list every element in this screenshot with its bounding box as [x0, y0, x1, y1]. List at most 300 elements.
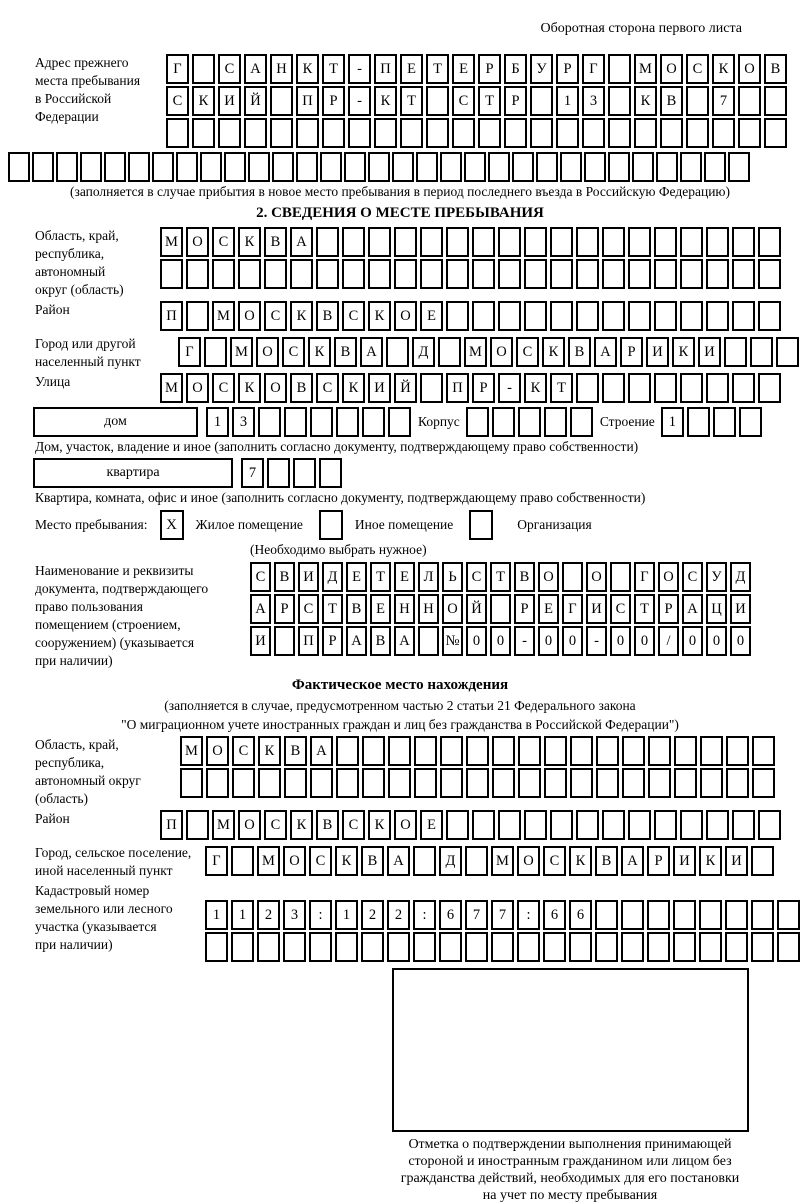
form-cell: [498, 301, 521, 331]
form-cell: С: [452, 86, 475, 116]
previous-address-row-4: [0, 152, 800, 182]
form-cell: [374, 118, 397, 148]
form-cell: К: [296, 54, 319, 84]
form-cell: С: [316, 373, 339, 403]
form-cell: [472, 227, 495, 257]
form-cell: №: [442, 626, 463, 656]
form-cell: [264, 259, 287, 289]
form-cell: 6: [569, 900, 592, 930]
form-cell: К: [699, 846, 722, 876]
form-cell: С: [543, 846, 566, 876]
form-cell: [550, 227, 573, 257]
house-row: [0, 407, 800, 437]
form-cell: И: [730, 594, 751, 624]
form-cell: Е: [394, 562, 415, 592]
form-cell: Р: [478, 54, 501, 84]
form-cell: [687, 407, 710, 437]
form-cell: [584, 152, 606, 182]
option-other-premises-label: Иное помещение: [354, 517, 454, 532]
form-cell: [758, 810, 781, 840]
form-cell: [224, 152, 246, 182]
form-cell: [446, 227, 469, 257]
form-cell: 2: [387, 900, 410, 930]
form-cell: [602, 373, 625, 403]
form-cell: [660, 118, 683, 148]
form-cell: С: [342, 810, 365, 840]
form-cell: А: [290, 227, 313, 257]
form-cell: [576, 301, 599, 331]
form-cell: [293, 458, 316, 488]
form-cell: [258, 768, 281, 798]
form-cell: А: [594, 337, 617, 367]
form-cell: 0: [610, 626, 631, 656]
previous-address-row-3: [166, 118, 790, 148]
form-cell: Т: [400, 86, 423, 116]
form-cell: [732, 301, 755, 331]
city-label: Город или другой населенный пункт: [35, 336, 141, 369]
form-cell: К: [238, 227, 261, 257]
form-cell: М: [257, 846, 280, 876]
form-cell: Г: [562, 594, 583, 624]
form-cell: [725, 900, 748, 930]
korpus-boxes: [466, 407, 596, 437]
form-cell: [258, 407, 281, 437]
form-cell: П: [160, 810, 183, 840]
form-cell: 0: [466, 626, 487, 656]
form-cell: [576, 227, 599, 257]
form-cell: [732, 373, 755, 403]
form-cell: [680, 227, 703, 257]
form-cell: [777, 900, 800, 930]
form-cell: [576, 259, 599, 289]
form-cell: С: [212, 373, 235, 403]
form-cell: А: [621, 846, 644, 876]
form-cell: О: [538, 562, 559, 592]
form-cell: [656, 152, 678, 182]
form-cell: О: [658, 562, 679, 592]
form-cell: [570, 407, 593, 437]
form-cell: А: [250, 594, 271, 624]
form-cell: [342, 259, 365, 289]
form-cell: 7: [465, 900, 488, 930]
form-cell: Т: [322, 54, 345, 84]
form-cell: П: [296, 86, 319, 116]
form-cell: [686, 118, 709, 148]
form-cell: [32, 152, 54, 182]
form-cell: [388, 768, 411, 798]
form-cell: [272, 152, 294, 182]
stay-type-label: Место пребывания:: [35, 517, 148, 532]
form-cell: К: [634, 86, 657, 116]
form-cell: [296, 118, 319, 148]
form-cell: [446, 259, 469, 289]
form-cell: [570, 768, 593, 798]
form-cell: [706, 373, 729, 403]
form-cell: К: [258, 736, 281, 766]
form-cell: [518, 768, 541, 798]
form-cell: О: [517, 846, 540, 876]
form-cell: В: [334, 337, 357, 367]
form-cell: Р: [322, 626, 343, 656]
form-cell: О: [490, 337, 513, 367]
form-cell: [621, 932, 644, 962]
form-cell: Е: [420, 810, 443, 840]
form-cell: К: [542, 337, 565, 367]
form-cell: [316, 227, 339, 257]
stroenie-boxes: [661, 407, 765, 437]
form-cell: [232, 768, 255, 798]
form-cell: [596, 768, 619, 798]
form-cell: [492, 768, 515, 798]
form-cell: [248, 152, 270, 182]
district-label: Район: [35, 302, 70, 317]
form-cell: [56, 152, 78, 182]
form-cell: [128, 152, 150, 182]
form-cell: С: [264, 301, 287, 331]
form-cell: [296, 152, 318, 182]
form-cell: [628, 259, 651, 289]
form-cell: [348, 118, 371, 148]
form-cell: [654, 227, 677, 257]
form-cell: [80, 152, 102, 182]
form-cell: 7: [241, 458, 264, 488]
form-cell: К: [368, 301, 391, 331]
form-cell: Й: [466, 594, 487, 624]
form-cell: К: [290, 301, 313, 331]
form-cell: [394, 227, 417, 257]
form-cell: [576, 810, 599, 840]
form-cell: В: [595, 846, 618, 876]
previous-address-row-1: [166, 54, 790, 84]
checkbox-organization: [469, 510, 493, 540]
form-cell: О: [283, 846, 306, 876]
form-cell: [492, 407, 515, 437]
form-cell: М: [230, 337, 253, 367]
form-cell: А: [682, 594, 703, 624]
actual-location-section: [0, 736, 800, 964]
form-cell: Б: [504, 54, 527, 84]
form-cell: [758, 259, 781, 289]
form-cell: И: [368, 373, 391, 403]
form-cell: -: [498, 373, 521, 403]
form-cell: С: [264, 810, 287, 840]
form-cell: [420, 227, 443, 257]
actual-location-caption-2: "О миграционном учете иностранных граждан и лиц без гражданства в Российской Федерации"): [121, 717, 679, 732]
form-cell: У: [530, 54, 553, 84]
cadastral-row-1: [205, 900, 803, 930]
form-cell: 0: [682, 626, 703, 656]
form-cell: [320, 152, 342, 182]
form-cell: П: [298, 626, 319, 656]
form-cell: [758, 301, 781, 331]
form-cell: :: [309, 900, 332, 930]
form-cell: М: [160, 373, 183, 403]
form-cell: [310, 407, 333, 437]
form-cell: К: [368, 810, 391, 840]
form-cell: В: [284, 736, 307, 766]
form-cell: [706, 301, 729, 331]
form-cell: У: [706, 562, 727, 592]
form-cell: [512, 152, 534, 182]
form-cell: [440, 768, 463, 798]
form-cell: [530, 118, 553, 148]
form-cell: О: [394, 301, 417, 331]
form-cell: [654, 810, 677, 840]
form-cell: [394, 259, 417, 289]
form-cell: [440, 736, 463, 766]
form-cell: [426, 86, 449, 116]
option-organization-label: Организация: [517, 517, 592, 532]
form-cell: [524, 301, 547, 331]
form-cell: 6: [439, 900, 462, 930]
form-cell: [478, 118, 501, 148]
form-cell: О: [586, 562, 607, 592]
fact-district-row: [160, 810, 784, 840]
form-cell: [764, 86, 787, 116]
region-row-1: [160, 227, 784, 257]
form-cell: [739, 407, 762, 437]
form-cell: О: [738, 54, 761, 84]
form-cell: 0: [538, 626, 559, 656]
form-cell: [752, 736, 775, 766]
form-cell: [387, 932, 410, 962]
apartment-label-box: квартира: [33, 458, 233, 488]
form-cell: [634, 118, 657, 148]
house-label-box: дом: [33, 407, 198, 437]
form-cell: Ь: [442, 562, 463, 592]
confirmation-stamp-box: [392, 968, 749, 1132]
form-cell: [751, 932, 774, 962]
region-row-2: [160, 259, 784, 289]
form-cell: С: [232, 736, 255, 766]
form-cell: Д: [439, 846, 462, 876]
form-cell: Й: [394, 373, 417, 403]
form-cell: [368, 227, 391, 257]
form-cell: [628, 810, 651, 840]
form-cell: [465, 932, 488, 962]
document-row-3: [250, 626, 754, 656]
form-cell: [465, 846, 488, 876]
form-cell: [654, 301, 677, 331]
form-cell: 7: [712, 86, 735, 116]
form-cell: К: [342, 373, 365, 403]
form-cell: [319, 458, 342, 488]
form-cell: Е: [400, 54, 423, 84]
form-cell: [204, 337, 227, 367]
form-cell: С: [610, 594, 631, 624]
form-cell: [726, 768, 749, 798]
form-cell: [336, 768, 359, 798]
form-cell: [758, 373, 781, 403]
form-cell: [316, 259, 339, 289]
form-cell: [362, 736, 385, 766]
form-cell: [648, 736, 671, 766]
form-cell: 3: [283, 900, 306, 930]
form-cell: [726, 736, 749, 766]
form-cell: [284, 407, 307, 437]
form-cell: [498, 227, 521, 257]
form-cell: М: [160, 227, 183, 257]
form-cell: 1: [661, 407, 684, 437]
form-cell: С: [166, 86, 189, 116]
form-cell: [200, 152, 222, 182]
form-cell: Р: [658, 594, 679, 624]
cadastral-label: Кадастровый номер земельного или лесного участка (указывается при наличии): [35, 883, 173, 952]
form-cell: Н: [270, 54, 293, 84]
form-cell: [472, 810, 495, 840]
form-cell: [602, 259, 625, 289]
fact-city-row: [205, 846, 777, 876]
form-cell: С: [516, 337, 539, 367]
street-row: [160, 373, 784, 403]
form-cell: [608, 54, 631, 84]
form-cell: 6: [543, 900, 566, 930]
form-cell: -: [348, 86, 371, 116]
form-cell: [335, 932, 358, 962]
form-cell: [472, 301, 495, 331]
form-cell: [362, 407, 385, 437]
fact-city-label: Город, сельское поселение, иной населенный пункт: [35, 845, 192, 878]
house-number-boxes: [206, 407, 414, 437]
confirmation-stamp-caption: Отметка о подтверждении выполнения принимающей стороной и иностранным гражданином или лицом без гражданства действий, необходимых для его постановки на учет по месту пребывания: [400, 1137, 740, 1203]
form-cell: [426, 118, 449, 148]
previous-address-caption: (заполняется в случае прибытия в новое место пребывания в период последнего въезда в Российскую Федерацию): [69, 184, 731, 199]
form-cell: [752, 768, 775, 798]
form-cell: [270, 118, 293, 148]
document-label: Наименование и реквизиты документа, подтверждающего право пользования помещением (строением, сооружением) (указывается при наличии): [35, 563, 209, 668]
form-cell: [257, 932, 280, 962]
form-cell: Г: [582, 54, 605, 84]
form-cell: 2: [361, 900, 384, 930]
form-cell: С: [212, 227, 235, 257]
form-cell: [732, 227, 755, 257]
form-cell: [310, 768, 333, 798]
form-cell: [388, 736, 411, 766]
form-cell: С: [686, 54, 709, 84]
form-cell: 0: [490, 626, 511, 656]
form-cell: О: [238, 301, 261, 331]
option-residential-label: Жилое помещение: [195, 517, 303, 532]
form-cell: И: [298, 562, 319, 592]
form-cell: В: [568, 337, 591, 367]
form-cell: [704, 152, 726, 182]
form-cell: [562, 562, 583, 592]
page-header-note: Оборотная сторона первого листа: [540, 21, 742, 36]
form-cell: [602, 301, 625, 331]
form-cell: [438, 337, 461, 367]
form-cell: Р: [322, 86, 345, 116]
form-cell: Е: [370, 594, 391, 624]
form-cell: [628, 227, 651, 257]
stay-type-note: (Необходимо выбрать нужное): [250, 542, 427, 557]
form-cell: [152, 152, 174, 182]
checkbox-other-premises: [319, 510, 343, 540]
form-cell: И: [250, 626, 271, 656]
form-cell: [413, 932, 436, 962]
form-cell: [386, 337, 409, 367]
form-cell: В: [316, 810, 339, 840]
form-cell: [732, 810, 755, 840]
form-cell: [439, 932, 462, 962]
form-cell: А: [387, 846, 410, 876]
form-cell: В: [764, 54, 787, 84]
form-cell: -: [348, 54, 371, 84]
form-cell: О: [206, 736, 229, 766]
form-cell: /: [658, 626, 679, 656]
form-cell: В: [346, 594, 367, 624]
form-cell: К: [569, 846, 592, 876]
form-cell: 1: [206, 407, 229, 437]
form-cell: [724, 337, 747, 367]
form-cell: [602, 227, 625, 257]
form-cell: Р: [472, 373, 495, 403]
form-cell: [732, 259, 755, 289]
form-cell: [610, 562, 631, 592]
form-cell: [192, 118, 215, 148]
form-cell: [322, 118, 345, 148]
form-cell: И: [586, 594, 607, 624]
form-cell: [452, 118, 475, 148]
previous-address-row-2: [166, 86, 790, 116]
form-cell: [524, 810, 547, 840]
form-cell: Р: [556, 54, 579, 84]
form-cell: [673, 932, 696, 962]
form-cell: [700, 736, 723, 766]
form-cell: [267, 458, 290, 488]
form-cell: Р: [504, 86, 527, 116]
form-cell: Р: [514, 594, 535, 624]
form-cell: [751, 900, 774, 930]
form-cell: В: [370, 626, 391, 656]
form-cell: [416, 152, 438, 182]
form-cell: [595, 900, 618, 930]
form-cell: П: [374, 54, 397, 84]
form-cell: Л: [418, 562, 439, 592]
form-cell: 1: [205, 900, 228, 930]
apartment-caption: Квартира, комната, офис и иное (заполнить согласно документу, подтверждающему право собственности): [35, 490, 646, 505]
form-cell: К: [374, 86, 397, 116]
form-cell: [388, 407, 411, 437]
form-cell: [776, 337, 799, 367]
form-cell: [361, 932, 384, 962]
form-cell: [725, 932, 748, 962]
form-cell: О: [394, 810, 417, 840]
form-cell: В: [274, 562, 295, 592]
form-cell: К: [290, 810, 313, 840]
form-cell: [518, 407, 541, 437]
section2-title: 2. СВЕДЕНИЯ О МЕСТЕ ПРЕБЫВАНИЯ: [256, 205, 544, 221]
form-cell: [608, 152, 630, 182]
form-cell: [309, 932, 332, 962]
fact-region-row-2: [180, 768, 778, 798]
form-cell: А: [394, 626, 415, 656]
form-cell: К: [712, 54, 735, 84]
form-cell: [680, 259, 703, 289]
form-cell: [368, 259, 391, 289]
form-cell: [582, 118, 605, 148]
form-cell: О: [186, 227, 209, 257]
form-cell: [206, 768, 229, 798]
form-cell: Т: [490, 562, 511, 592]
form-cell: И: [673, 846, 696, 876]
form-cell: К: [335, 846, 358, 876]
form-cell: Г: [205, 846, 228, 876]
form-cell: [654, 259, 677, 289]
form-cell: О: [256, 337, 279, 367]
form-cell: [492, 736, 515, 766]
form-cell: [274, 626, 295, 656]
form-cell: [218, 118, 241, 148]
